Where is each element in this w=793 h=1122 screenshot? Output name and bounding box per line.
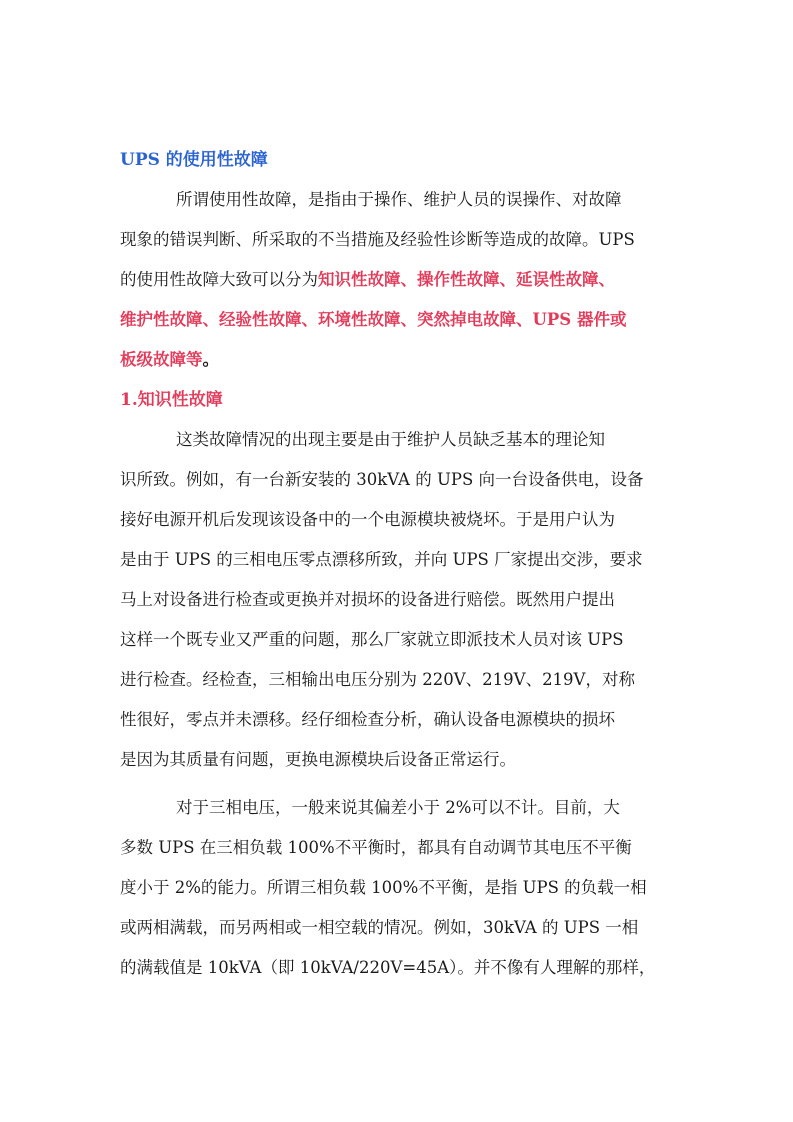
- paragraph-line: 的满载值是 10kVA（即 10kVA/220V=45A）。并不像有人理解的那样，: [120, 958, 656, 977]
- document-body: [120, 140, 673, 988]
- paragraph-line: 对于三相电压，一般来说其偏差小于 2%可以不计。目前，大: [176, 798, 620, 817]
- subsection-heading-knowledge-faults: 1.知识性故障: [120, 390, 223, 410]
- paragraph-line: 马上对设备进行检查或更换并对损坏的设备进行赔偿。既然用户提出: [120, 590, 615, 609]
- paragraph-spacer: [120, 780, 673, 788]
- text-run: 的使用性故障大致可以分为: [120, 270, 318, 289]
- paragraph-line: 这类故障情况的出现主要是由于维护人员缺乏基本的理论知: [176, 430, 605, 449]
- paragraph-knowledge-example: [120, 420, 673, 780]
- highlighted-text: 板级故障等: [120, 350, 203, 369]
- paragraph-line: 现象的错误判断、所采取的不当措施及经验性诊断等造成的故障。UPS: [120, 230, 635, 249]
- section-heading-usage-faults: UPS 的使用性故障: [120, 150, 268, 170]
- paragraph-three-phase: [120, 788, 673, 988]
- paragraph-line: 是由于 UPS 的三相电压零点漂移所致，并向 UPS 厂家提出交涉，要求: [120, 550, 643, 569]
- paragraph-line: 性很好，零点并未漂移。经仔细检查分析，确认设备电源模块的损坏: [120, 710, 615, 729]
- paragraph-line: 进行检查。经检查，三相输出电压分别为 220V、219V、219V，对称: [120, 670, 635, 689]
- paragraph-line: 度小于 2%的能力。所谓三相负载 100%不平衡，是指 UPS 的负载一相: [120, 878, 647, 897]
- paragraph-line: [120, 260, 673, 300]
- paragraph-line: 多数 UPS 在三相负载 100%不平衡时，都具有自动调节其电压不平衡: [120, 838, 632, 857]
- highlighted-text: 知识性故障、操作性故障、延误性故障、: [318, 270, 615, 289]
- paragraph-intro: [120, 180, 673, 380]
- paragraph-line: 所谓使用性故障，是指由于操作、维护人员的误操作、对故障: [176, 190, 622, 209]
- highlighted-line: 维护性故障、经验性故障、环境性故障、突然掉电故障、UPS 器件或: [120, 310, 627, 329]
- text-run: 。: [202, 350, 219, 369]
- paragraph-line: [120, 340, 673, 380]
- paragraph-line: 或两相满载，而另两相或一相空载的情况。例如，30kVA 的 UPS 一相: [120, 918, 639, 937]
- paragraph-line: 接好电源开机后发现该设备中的一个电源模块被烧坏。于是用户认为: [120, 510, 615, 529]
- paragraph-line: 识所致。例如，有一台新安装的 30kVA 的 UPS 向一台设备供电，设备: [120, 470, 644, 489]
- paragraph-line: 是因为其质量有问题，更换电源模块后设备正常运行。: [120, 750, 516, 769]
- paragraph-line: 这样一个既专业又严重的问题，那么厂家就立即派技术人员对该 UPS: [120, 630, 624, 649]
